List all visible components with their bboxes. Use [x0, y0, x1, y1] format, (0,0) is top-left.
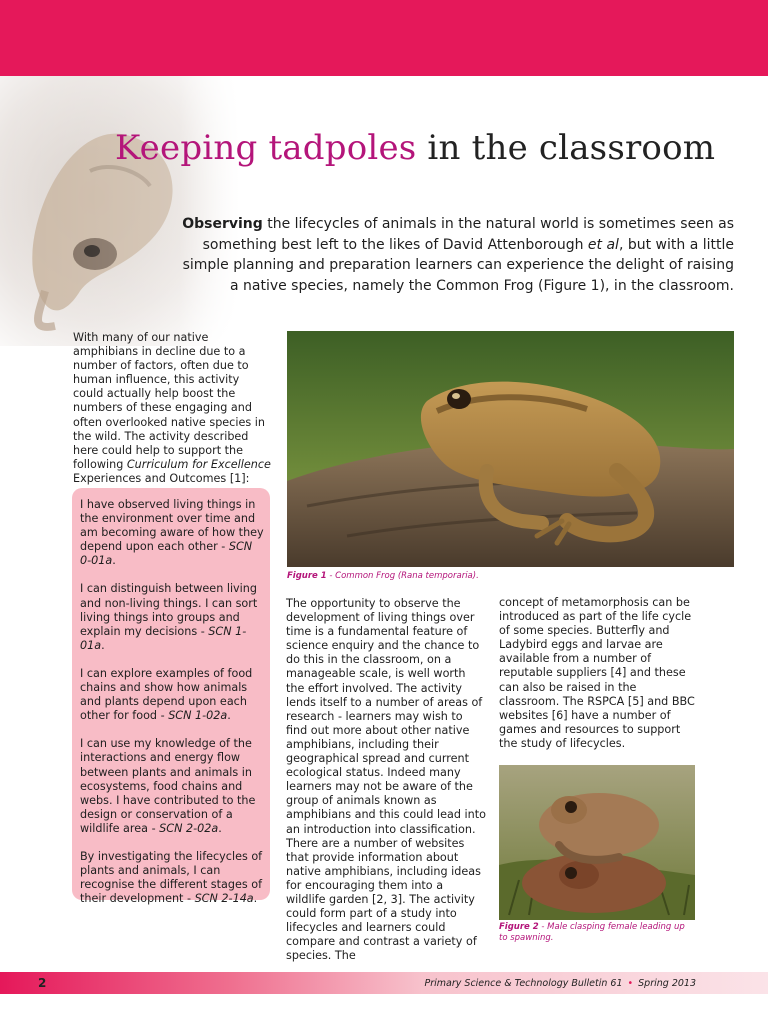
outcome-item — [80, 498, 266, 568]
outcome-text: I can explore examples of food chains and show how animals and plants depend upon each other for food - — [80, 666, 253, 723]
lead-paragraph — [174, 214, 734, 296]
top-banner — [0, 0, 768, 76]
outcome-text: I can distinguish between living and non-living things. I can sort living things into groups and explain my decisions - — [80, 582, 258, 638]
figure2-label: Figure 2 — [499, 922, 539, 932]
outcome-item — [80, 850, 266, 906]
lead-text-2: , but with a little simple planning and preparation learners can experience the delight of raising a native species, namely the Common Frog (Figure 1), in the classroom. — [182, 236, 734, 294]
figure1-caption-text: - Common Frog (Rana temporaria). — [326, 571, 479, 581]
outcome-code: SCN 1-01a — [80, 624, 247, 652]
lead-word: Observing — [182, 216, 263, 232]
outcome-item — [80, 582, 266, 652]
article-title — [115, 128, 715, 168]
outcome-code: SCN 2-02a — [159, 821, 219, 835]
footer-publication — [425, 978, 696, 989]
intro-paragraph — [73, 331, 273, 486]
title-rest: in the classroom — [416, 128, 716, 168]
figure1-caption — [287, 571, 479, 581]
lead-text-1: the lifecycles of animals in the natural world is sometimes seen as something best left to the likes of David Attenborough — [202, 216, 734, 253]
body-col2-text: The opportunity to observe the development of living things over time is a fundamental feature of science enquiry and the chance to do this in the classroom, on a manageable scale, is well worth the effort involved. The activity lends itself to a number of areas of research - learners may wish to find out more about other native amphibians, including their geographical spread and current ecological status. Indeed many learners may not be aware of the group of animals known as amphibians and this could lead into an introduction into classification. There are a number of websites that provide information about native amphibians, including ideas for encouraging them into a wildlife garden [2, 3]. The activity could form part of a study into lifecycles and learners could compare and contrast a variety of species. The — [286, 597, 486, 963]
figure2-caption — [499, 922, 695, 944]
outcome-text: I have observed living things in the environment over time and am becoming aware of how they depend upon each other - — [80, 498, 264, 554]
common-frog-photo — [287, 331, 734, 567]
tadpole-background-image — [0, 76, 240, 346]
outcome-code: SCN 2-14a — [194, 892, 254, 906]
issue-date: Spring 2013 — [638, 978, 696, 989]
body-column-3 — [499, 596, 699, 751]
page-number: 2 — [38, 976, 47, 990]
outcomes-box — [72, 488, 270, 906]
intro-text-2: Experiences and Outcomes [1]: — [73, 471, 250, 485]
figure2-caption-text: - Male clasping female leading up to spawning. — [499, 922, 685, 943]
curriculum-name: Curriculum for Excellence — [126, 457, 271, 471]
outcome-end: . — [101, 638, 105, 652]
outcome-item — [80, 667, 266, 723]
lead-etal: et al — [587, 236, 619, 253]
publication-name: Primary Science & Technology Bulletin 61 — [424, 978, 623, 989]
outcome-end: . — [112, 554, 116, 568]
outcome-text: By investigating the lifecycles of plants and animals, I can recognise the different stages of their development - — [80, 849, 263, 906]
outcome-text: I can use my knowledge of the interactions and energy flow between plants and animals in ecosystems, food chains and webs. I have contributed to the design or conservation of a wildlife area - — [80, 737, 256, 835]
figure1-label: Figure 1 — [287, 571, 327, 581]
outcome-end: . — [227, 709, 231, 723]
body-column-2 — [286, 597, 486, 963]
outcome-end: . — [253, 892, 258, 906]
intro-text-1: With many of our native amphibians in decline due to a number of factors, often due to human influence, this activity could actually help boost the numbers of these engaging and often overlooked native species in the wild. The activity described here could help to support the following — [73, 331, 265, 471]
outcome-item — [80, 737, 266, 836]
outcome-code: SCN 1-02a — [168, 709, 228, 723]
outcome-end: . — [218, 821, 222, 835]
outcome-code: SCN 0-01a — [80, 540, 253, 568]
body-col3-text: concept of metamorphosis can be introduced as part of the life cycle of some species. Butterfly and Ladybird eggs and larvae are available from a number of reputable suppliers [4] and these can also be raised in the classroom. The RSPCA [5] and BBC websites [6] have a number of games and resources to support the study of lifecycles. — [499, 596, 695, 750]
title-highlight: Keeping tadpoles — [115, 128, 417, 168]
footer-separator: • — [627, 978, 634, 989]
clasping-frogs-photo — [499, 765, 695, 920]
